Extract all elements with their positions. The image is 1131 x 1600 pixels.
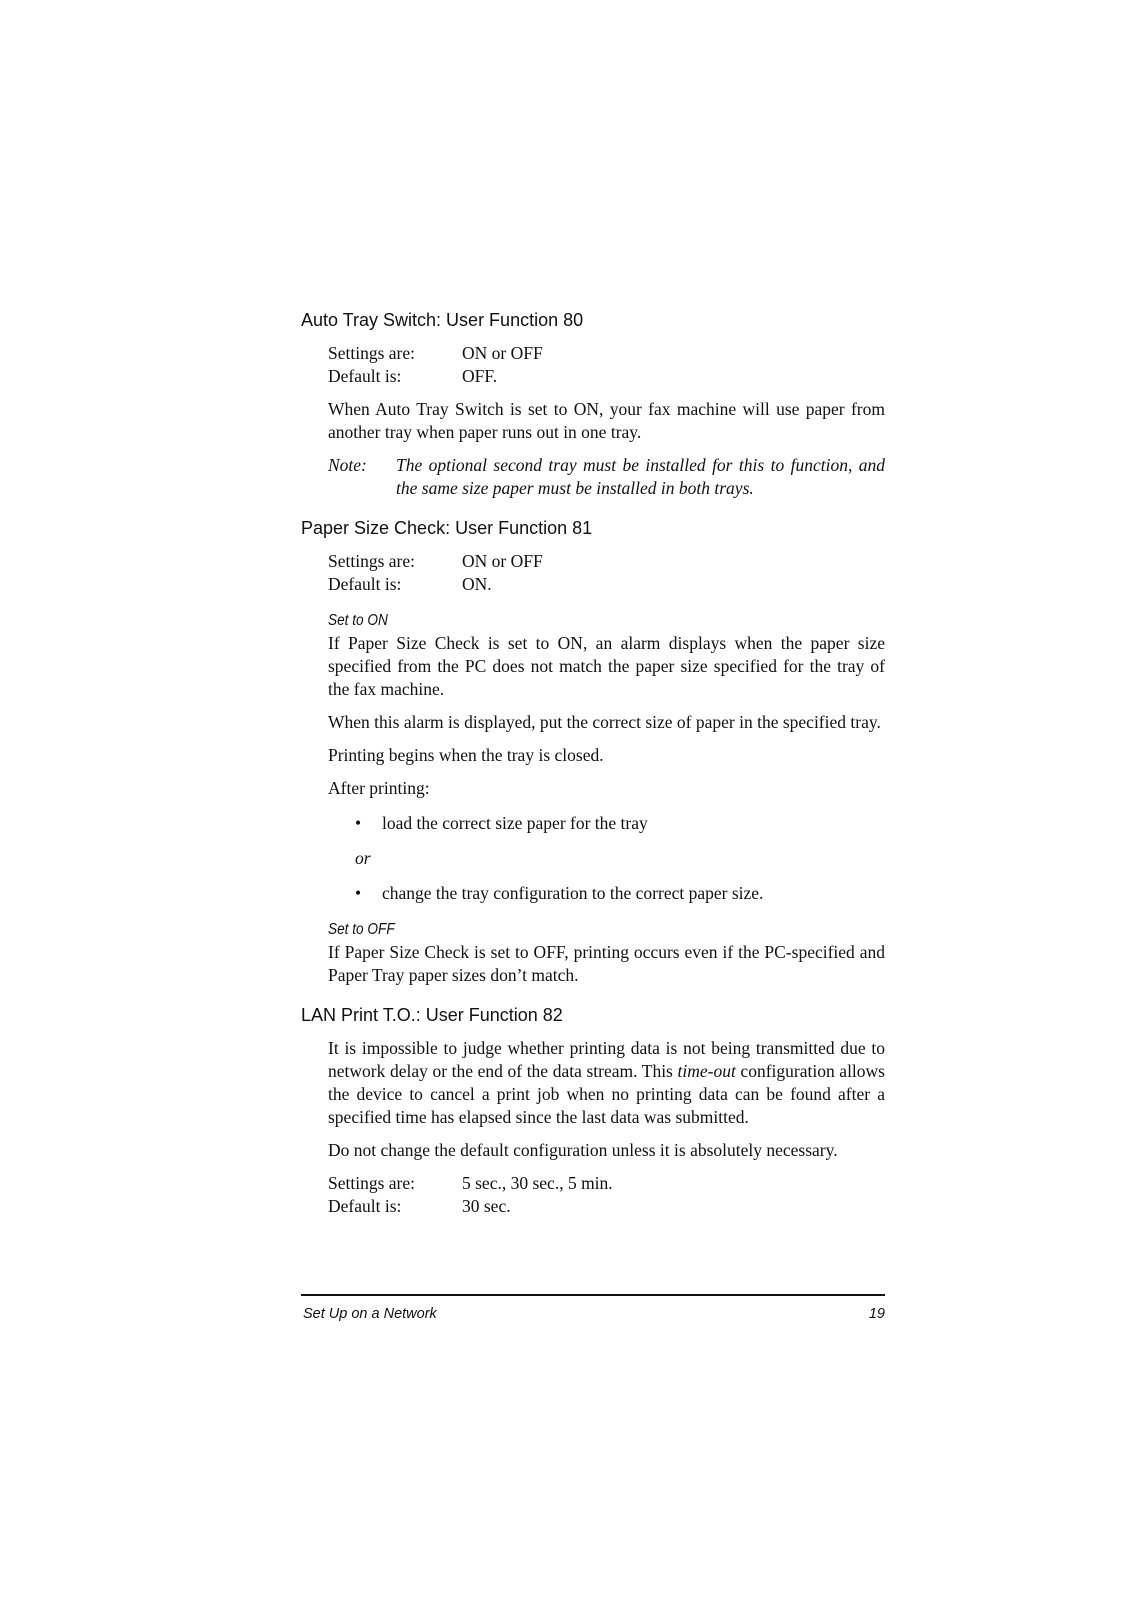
bullet-icon: •	[355, 883, 362, 903]
settings-row	[328, 342, 885, 365]
settings-label: Settings are:	[328, 1173, 415, 1193]
subheading-set-to-off: Set to OFF	[328, 921, 395, 938]
paragraph: If Paper Size Check is set to ON, an alarm displays when the paper size specified from the PC does not match the paper size specified for the tray of the fax machine.	[328, 633, 885, 699]
default-value: ON.	[462, 574, 492, 594]
bullet-icon: •	[355, 813, 362, 833]
default-row	[328, 1195, 885, 1218]
page-number: 19	[868, 1306, 885, 1322]
list-item	[355, 882, 885, 905]
settings-label: Settings are:	[328, 551, 415, 571]
settings-row	[328, 1172, 885, 1195]
or-connector: or	[355, 848, 371, 868]
list-item-text: change the tray configuration to the correct paper size.	[382, 883, 764, 903]
subheading-set-to-on: Set to ON	[328, 612, 388, 629]
default-row	[328, 573, 885, 596]
emphasis-time-out: time-out	[677, 1061, 736, 1081]
settings-value: 5 sec., 30 sec., 5 min.	[462, 1173, 613, 1193]
default-value: 30 sec.	[462, 1196, 511, 1216]
paragraph: Printing begins when the tray is closed.	[328, 745, 604, 765]
paragraph: After printing:	[328, 778, 430, 798]
default-value: OFF.	[462, 366, 498, 386]
footer-rule	[301, 1294, 885, 1296]
paragraph: If Paper Size Check is set to OFF, printing occurs even if the PC-specified and Paper Tray paper sizes don’t match.	[328, 942, 885, 985]
footer-chapter-title: Set Up on a Network	[303, 1306, 437, 1322]
section-body-auto-tray-switch	[328, 342, 885, 500]
paragraph	[328, 1037, 885, 1129]
text-run: It is impossible to judge whether printing data is not being transmitted due to network delay or the end of the data stream. This	[328, 1038, 885, 1081]
paragraph: Do not change the default configuration unless it is absolutely necessary.	[328, 1140, 838, 1160]
default-row	[328, 365, 885, 388]
list-item-text: load the correct size paper for the tray	[382, 813, 648, 833]
default-label: Default is:	[328, 574, 402, 594]
default-label: Default is:	[328, 366, 402, 386]
note-text: The optional second tray must be installed for this to function, and the same size paper must be installed in both trays.	[396, 455, 885, 498]
text-run: configuration allows the device to cancel a print job when no printing data can be found after a specified time has elapsed since the last data was submitted.	[328, 1061, 885, 1127]
note-label: Note:	[328, 455, 367, 475]
section-body-lan-print-to	[328, 1037, 885, 1218]
paragraph: When this alarm is displayed, put the correct size of paper in the specified tray.	[328, 712, 881, 732]
content-column	[301, 308, 885, 1218]
paragraph: When Auto Tray Switch is set to ON, your fax machine will use paper from another tray when paper runs out in one tray.	[328, 399, 885, 442]
list-item	[355, 812, 885, 835]
settings-row	[328, 550, 885, 573]
section-body-paper-size-check	[328, 550, 885, 987]
default-label: Default is:	[328, 1196, 402, 1216]
settings-label: Settings are:	[328, 343, 415, 363]
settings-value: ON or OFF	[462, 551, 543, 571]
settings-value: ON or OFF	[462, 343, 543, 363]
section-heading-auto-tray-switch: Auto Tray Switch: User Function 80	[301, 310, 584, 330]
section-heading-paper-size-check: Paper Size Check: User Function 81	[301, 518, 593, 538]
note	[328, 454, 885, 500]
section-heading-lan-print-to: LAN Print T.O.: User Function 82	[301, 1005, 563, 1025]
